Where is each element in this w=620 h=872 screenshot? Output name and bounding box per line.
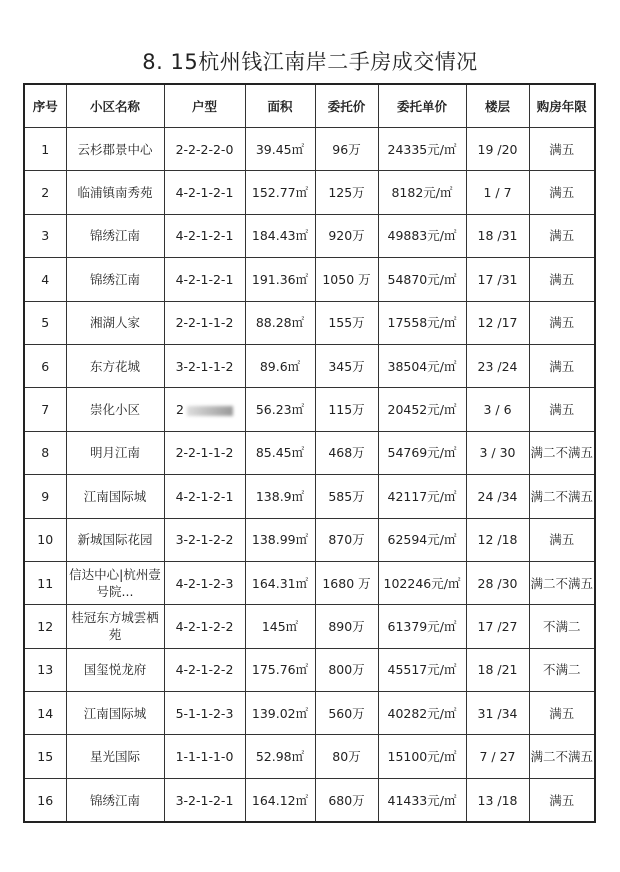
cell-index [24, 301, 66, 344]
cell-text: 2 [41, 185, 50, 201]
cell-text: 锦绣江南 [89, 228, 140, 244]
cell-floor [466, 171, 529, 214]
table-row [24, 778, 595, 822]
cell-text: 满五 [549, 271, 575, 287]
cell-text: 80万 [332, 749, 361, 765]
cell-text: 139.02㎡ [251, 705, 309, 721]
cell-ownership-years [529, 344, 595, 387]
cell-text: 19 /20 [477, 141, 518, 157]
cell-text: 56.23㎡ [255, 402, 305, 418]
cell-text: 152.77㎡ [251, 185, 309, 201]
cell-text: 江南国际城 [83, 705, 147, 721]
cell-text: 345万 [328, 358, 365, 374]
table-row [24, 605, 595, 648]
cell-index [24, 388, 66, 431]
cell-floor [466, 344, 529, 387]
cell-text: 870万 [328, 532, 365, 548]
cell-text: 54769元/㎡ [387, 445, 457, 461]
cell-text: 13 [37, 662, 54, 678]
cell-text: 49883元/㎡ [387, 228, 457, 244]
cell-text: 5 [41, 315, 50, 331]
cell-listing-price [315, 605, 378, 648]
cell-listing-price [315, 778, 378, 822]
cell-text: 12 [37, 618, 54, 634]
cell-layout [164, 518, 245, 561]
cell-layout [164, 605, 245, 648]
cell-area [245, 692, 315, 735]
cell-floor [466, 431, 529, 474]
cell-ownership-years [529, 431, 595, 474]
cell-ownership-years [529, 128, 595, 171]
cell-text: 62594元/㎡ [387, 532, 457, 548]
cell-text: 40282元/㎡ [387, 705, 457, 721]
cell-text: 96万 [332, 141, 361, 157]
cell-area [245, 518, 315, 561]
cell-floor [466, 388, 529, 431]
cell-community-name [66, 171, 164, 214]
cell-text: 13 /18 [477, 792, 518, 808]
cell-text: 45517元/㎡ [387, 662, 457, 678]
cell-text: 2-2-1-1-2 [175, 315, 234, 331]
cell-text: 东方花城 [89, 358, 140, 374]
cell-text: 15 [37, 749, 54, 765]
cell-area [245, 171, 315, 214]
cell-unit-price [378, 128, 466, 171]
cell-area [245, 258, 315, 301]
cell-area [245, 301, 315, 344]
column-header-index: 序号 [24, 84, 66, 128]
cell-text: 7 / 27 [479, 749, 516, 765]
cell-community-name [66, 214, 164, 257]
cell-text: 17558元/㎡ [387, 315, 457, 331]
cell-index [24, 735, 66, 778]
cell-ownership-years [529, 388, 595, 431]
column-header-ownership-years: 购房年限 [529, 84, 595, 128]
cell-text: 2 [176, 402, 184, 418]
cell-text: 桂冠东方城雲栖苑 [71, 610, 159, 643]
table-row [24, 518, 595, 561]
cell-text: 3 / 30 [479, 445, 516, 461]
cell-text: 满二不满五 [530, 575, 594, 591]
cell-text: 锦绣江南 [89, 271, 140, 287]
cell-text: 8182元/㎡ [391, 185, 453, 201]
cell-text: 1680 万 [322, 575, 371, 591]
cell-layout [164, 735, 245, 778]
cell-text: 不满二 [542, 662, 581, 678]
table-row [24, 214, 595, 257]
cell-text: 6 [41, 358, 50, 374]
cell-text: 52.98㎡ [255, 749, 305, 765]
table-row [24, 735, 595, 778]
cell-text: 17 /31 [477, 271, 518, 287]
cell-unit-price [378, 735, 466, 778]
cell-layout [164, 214, 245, 257]
cell-unit-price [378, 431, 466, 474]
cell-text: 61379元/㎡ [387, 618, 457, 634]
transaction-table [23, 83, 596, 823]
cell-text: 3-2-1-1-2 [175, 358, 234, 374]
cell-text: 满五 [549, 792, 575, 808]
cell-ownership-years [529, 475, 595, 518]
cell-community-name [66, 778, 164, 822]
cell-text: 155万 [328, 315, 365, 331]
cell-ownership-years [529, 778, 595, 822]
cell-index [24, 692, 66, 735]
cell-text: 江南国际城 [83, 488, 147, 504]
cell-index [24, 128, 66, 171]
cell-text: 88.28㎡ [255, 315, 305, 331]
cell-floor [466, 735, 529, 778]
table-row [24, 648, 595, 691]
cell-unit-price [378, 561, 466, 604]
cell-index [24, 171, 66, 214]
cell-text: 新城国际花园 [77, 532, 153, 548]
cell-ownership-years [529, 301, 595, 344]
cell-text: 12 /18 [477, 532, 518, 548]
cell-text: 满五 [549, 402, 575, 418]
column-header-floor: 楼层 [466, 84, 529, 128]
cell-listing-price [315, 431, 378, 474]
cell-layout [164, 648, 245, 691]
cell-layout [164, 128, 245, 171]
cell-text: 临浦镇南秀苑 [77, 185, 153, 201]
cell-listing-price [315, 301, 378, 344]
cell-floor [466, 778, 529, 822]
cell-layout [164, 778, 245, 822]
cell-layout [164, 388, 245, 431]
cell-text: 星光国际 [89, 749, 140, 765]
cell-text: 23 /24 [477, 358, 518, 374]
cell-community-name [66, 518, 164, 561]
cell-text: 1 [41, 141, 50, 157]
table-row [24, 475, 595, 518]
cell-layout [164, 561, 245, 604]
cell-unit-price [378, 648, 466, 691]
cell-ownership-years [529, 561, 595, 604]
cell-unit-price [378, 301, 466, 344]
cell-index [24, 648, 66, 691]
cell-text: 2-2-2-2-0 [175, 141, 234, 157]
cell-floor [466, 648, 529, 691]
cell-text: 满五 [549, 358, 575, 374]
cell-unit-price [378, 778, 466, 822]
cell-text: 680万 [328, 792, 365, 808]
cell-unit-price [378, 692, 466, 735]
table-row [24, 561, 595, 604]
cell-text: 2-2-1-1-2 [175, 445, 234, 461]
cell-layout [164, 431, 245, 474]
cell-text: 5-1-1-2-3 [175, 705, 234, 721]
cell-text: 4-2-1-2-2 [175, 618, 234, 634]
cell-text: 不满二 [542, 618, 581, 634]
cell-index [24, 518, 66, 561]
cell-unit-price [378, 258, 466, 301]
cell-floor [466, 128, 529, 171]
cell-text: 145㎡ [261, 618, 299, 634]
cell-text: 满五 [549, 532, 575, 548]
cell-listing-price [315, 475, 378, 518]
cell-index [24, 475, 66, 518]
cell-text: 3 / 6 [483, 402, 512, 418]
cell-index [24, 431, 66, 474]
cell-area [245, 735, 315, 778]
cell-text: 14 [37, 705, 54, 721]
cell-area [245, 128, 315, 171]
cell-text: 15100元/㎡ [387, 749, 457, 765]
cell-community-name [66, 344, 164, 387]
cell-layout [164, 301, 245, 344]
cell-text: 4 [41, 271, 50, 287]
cell-text: 崇化小区 [89, 402, 140, 418]
cell-text: 85.45㎡ [255, 445, 305, 461]
cell-floor [466, 258, 529, 301]
column-header-area: 面积 [245, 84, 315, 128]
cell-text: 满二不满五 [530, 488, 594, 504]
cell-text: 11 [37, 575, 54, 591]
cell-text: 9 [41, 488, 50, 504]
cell-community-name [66, 692, 164, 735]
table-row [24, 171, 595, 214]
cell-text: 4-2-1-2-3 [175, 575, 234, 591]
column-header-layout: 户型 [164, 84, 245, 128]
cell-text: 信达中心|杭州壹号院... [69, 567, 161, 600]
cell-unit-price [378, 605, 466, 648]
cell-index [24, 561, 66, 604]
cell-text: 4-2-1-2-1 [175, 228, 234, 244]
cell-text: 7 [41, 402, 50, 418]
cell-layout [164, 344, 245, 387]
cell-layout [164, 692, 245, 735]
column-header-unit-price: 委托单价 [378, 84, 466, 128]
cell-text: 16 [37, 792, 54, 808]
cell-text: 164.12㎡ [251, 792, 309, 808]
table-row [24, 258, 595, 301]
cell-unit-price [378, 388, 466, 431]
cell-ownership-years [529, 605, 595, 648]
cell-listing-price [315, 388, 378, 431]
cell-text: 38504元/㎡ [387, 358, 457, 374]
cell-text: 4-2-1-2-1 [175, 271, 234, 287]
cell-unit-price [378, 475, 466, 518]
cell-text: 4-2-1-2-1 [175, 488, 234, 504]
table-row [24, 301, 595, 344]
cell-text: 31 /34 [477, 705, 518, 721]
table-row [24, 388, 595, 431]
cell-text: 3-2-1-2-1 [175, 792, 234, 808]
cell-unit-price [378, 344, 466, 387]
cell-text: 560万 [328, 705, 365, 721]
cell-text: 18 /21 [477, 662, 518, 678]
cell-text: 满五 [549, 705, 575, 721]
cell-text: 1 / 7 [483, 185, 512, 201]
column-header-listing-price: 委托价 [315, 84, 378, 128]
cell-area [245, 214, 315, 257]
cell-text: 明月江南 [89, 445, 140, 461]
cell-text: 8 [41, 445, 50, 461]
cell-text: 3 [41, 228, 50, 244]
cell-ownership-years [529, 648, 595, 691]
cell-text: 12 /17 [477, 315, 518, 331]
cell-unit-price [378, 518, 466, 561]
cell-ownership-years [529, 171, 595, 214]
table-row [24, 344, 595, 387]
cell-text: 800万 [328, 662, 365, 678]
cell-ownership-years [529, 518, 595, 561]
cell-layout [164, 258, 245, 301]
cell-unit-price [378, 171, 466, 214]
cell-floor [466, 214, 529, 257]
cell-index [24, 214, 66, 257]
cell-text: 满二不满五 [530, 749, 594, 765]
cell-text: 满五 [549, 315, 575, 331]
cell-text: 39.45㎡ [255, 141, 305, 157]
cell-text: 184.43㎡ [251, 228, 309, 244]
cell-community-name [66, 561, 164, 604]
cell-area [245, 431, 315, 474]
cell-ownership-years [529, 258, 595, 301]
cell-text: 42117元/㎡ [387, 488, 457, 504]
cell-index [24, 258, 66, 301]
cell-listing-price [315, 214, 378, 257]
cell-text: 锦绣江南 [89, 792, 140, 808]
cell-community-name [66, 648, 164, 691]
cell-text: 138.9㎡ [255, 488, 305, 504]
cell-layout [164, 171, 245, 214]
cell-area [245, 778, 315, 822]
cell-text: 4-2-1-2-1 [175, 185, 234, 201]
cell-area [245, 388, 315, 431]
column-header-community-name: 小区名称 [66, 84, 164, 128]
cell-text: 89.6㎡ [259, 358, 301, 374]
cell-area [245, 561, 315, 604]
cell-unit-price [378, 214, 466, 257]
cell-text: 191.36㎡ [251, 271, 309, 287]
cell-community-name [66, 128, 164, 171]
cell-community-name [66, 258, 164, 301]
cell-text: 满五 [549, 141, 575, 157]
cell-floor [466, 605, 529, 648]
cell-listing-price [315, 561, 378, 604]
cell-text: 125万 [328, 185, 365, 201]
cell-community-name [66, 605, 164, 648]
cell-text: 41433元/㎡ [387, 792, 457, 808]
cell-text: 138.99㎡ [251, 532, 309, 548]
cell-index [24, 344, 66, 387]
cell-area [245, 475, 315, 518]
cell-listing-price [315, 171, 378, 214]
cell-listing-price [315, 344, 378, 387]
cell-community-name [66, 431, 164, 474]
cell-floor [466, 561, 529, 604]
cell-text: 18 /31 [477, 228, 518, 244]
table-row [24, 692, 595, 735]
cell-text: 102246元/㎡ [383, 575, 461, 591]
cell-text: 满五 [549, 185, 575, 201]
cell-text: 4-2-1-2-2 [175, 662, 234, 678]
cell-text: 24 /34 [477, 488, 518, 504]
cell-text: 满二不满五 [530, 445, 594, 461]
cell-area [245, 344, 315, 387]
cell-text: 20452元/㎡ [387, 402, 457, 418]
cell-text: 920万 [328, 228, 365, 244]
cell-text: 468万 [328, 445, 365, 461]
cell-community-name [66, 301, 164, 344]
cell-floor [466, 301, 529, 344]
redacted-blur [187, 406, 233, 416]
table-row [24, 431, 595, 474]
cell-text: 湘湖人家 [89, 315, 140, 331]
cell-text: 1050 万 [322, 271, 371, 287]
cell-listing-price [315, 735, 378, 778]
cell-text: 满五 [549, 228, 575, 244]
cell-text: 54870元/㎡ [387, 271, 457, 287]
cell-text: 云杉郡景中心 [77, 141, 153, 157]
cell-floor [466, 475, 529, 518]
cell-text: 28 /30 [477, 575, 518, 591]
cell-listing-price [315, 648, 378, 691]
cell-text: 10 [37, 532, 54, 548]
cell-text: 890万 [328, 618, 365, 634]
cell-ownership-years [529, 735, 595, 778]
cell-layout [164, 475, 245, 518]
table-header-row [24, 84, 595, 128]
cell-floor [466, 692, 529, 735]
cell-text: 1-1-1-1-0 [175, 749, 234, 765]
cell-text: 国玺悦龙府 [83, 662, 147, 678]
cell-area [245, 648, 315, 691]
cell-text: 3-2-1-2-2 [175, 532, 234, 548]
cell-text: 17 /27 [477, 618, 518, 634]
cell-index [24, 778, 66, 822]
cell-text: 115万 [328, 402, 365, 418]
cell-text: 164.31㎡ [251, 575, 309, 591]
cell-ownership-years [529, 214, 595, 257]
table-row [24, 128, 595, 171]
cell-listing-price [315, 258, 378, 301]
cell-listing-price [315, 692, 378, 735]
cell-community-name [66, 388, 164, 431]
cell-community-name [66, 475, 164, 518]
cell-community-name [66, 735, 164, 778]
cell-text: 175.76㎡ [251, 662, 309, 678]
cell-text: 585万 [328, 488, 365, 504]
cell-text: 24335元/㎡ [387, 141, 457, 157]
cell-area [245, 605, 315, 648]
cell-listing-price [315, 128, 378, 171]
page-title: 8. 15杭州钱江南岸二手房成交情况 [142, 50, 478, 74]
cell-index [24, 605, 66, 648]
cell-floor [466, 518, 529, 561]
cell-ownership-years [529, 692, 595, 735]
cell-listing-price [315, 518, 378, 561]
